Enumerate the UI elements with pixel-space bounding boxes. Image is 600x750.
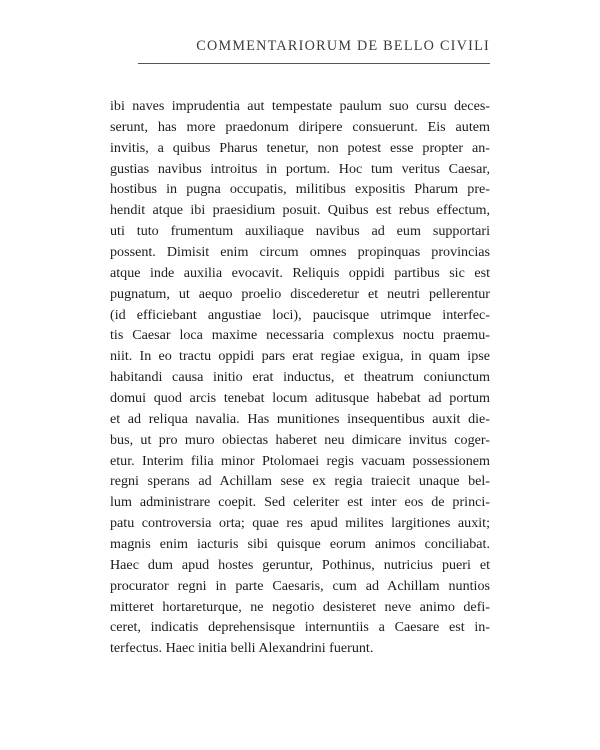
text-line: mitteret hortareturque, ne negotio desisteret neve animo defi- <box>110 598 490 615</box>
text-line: magnis enim iacturis sibi quisque eorum animos conciliabat. <box>110 536 490 553</box>
text-line: ceret, indicatis deprehensisque internuntiis a Caesare est in- <box>110 619 490 636</box>
text-line: hostibus in pugna occupatis, militibus expositis Pharum pre- <box>110 181 490 198</box>
text-line: possent. Dimisit enim circum omnes propinquas provincias <box>110 244 490 261</box>
text-line: procurator regni in parte Caesaris, cum ad Achillam nuntios <box>110 577 490 594</box>
text-line: Haec dum apud hostes geruntur, Pothinus, nutricius pueri et <box>110 556 490 573</box>
text-line: serunt, has more praedonum diripere consuerunt. Eis autem <box>110 118 490 135</box>
text-line: pugnatum, ut aequo proelio discederetur et neutri pellerentur <box>110 285 490 302</box>
text-line: patu controversia orta; quae res apud milites largitiones auxit; <box>110 515 490 532</box>
text-line: habitandi causa initio erat inductus, et theatrum coniunctum <box>110 369 490 386</box>
text-line: gustias navibus introitus in portum. Hoc tum veritus Caesar, <box>110 160 490 177</box>
text-line: uti tuto frumentum auxiliaque navibus ad eum supportari <box>110 223 490 240</box>
text-line: tis Caesar loca maxime necessaria complexus noctu praemu- <box>110 327 490 344</box>
text-line: lum administrare coepit. Sed celeriter est inter eos de princi- <box>110 494 490 511</box>
text-line-last: terfectus. Haec initia belli Alexandrini fuerunt. <box>110 640 374 657</box>
text-line: domui quod arcis tenebat locum aditusque habebat ad portum <box>110 390 490 407</box>
text-line: atque inde auxilia evocavit. Reliquis oppidi partibus sic est <box>110 264 490 281</box>
text-line: et ad reliqua navalia. Has munitiones insequentibus auxit die- <box>110 410 490 427</box>
text-line: regni sperans ad Achillam sese ex regia traiecit unaque bel- <box>110 473 490 490</box>
text-line: hendit atque ibi praesidium posuit. Quibus est rebus effectum, <box>110 202 490 219</box>
body-paragraph <box>110 96 490 659</box>
text-line: etur. Interim filia minor Ptolomaei regis vacuam possessionem <box>110 452 490 469</box>
text-line: invitis, a quibus Pharus tenetur, non potest esse propter an- <box>110 139 490 156</box>
text-line: (id efficiebant angustiae loci), paucisque utrimque interfec- <box>110 306 490 323</box>
running-head-title: COMMENTARIORUM DE BELLO CIVILI <box>196 38 490 54</box>
header-rule <box>138 63 490 64</box>
text-line: bus, ut pro muro obiectas haberet neu dimicare invitus coger- <box>110 431 490 448</box>
text-line: niit. In eo tractu oppidi pars erat regiae exigua, in quam ipse <box>110 348 490 365</box>
text-line: ibi naves imprudentia aut tempestate paulum suo cursu deces- <box>110 98 490 114</box>
